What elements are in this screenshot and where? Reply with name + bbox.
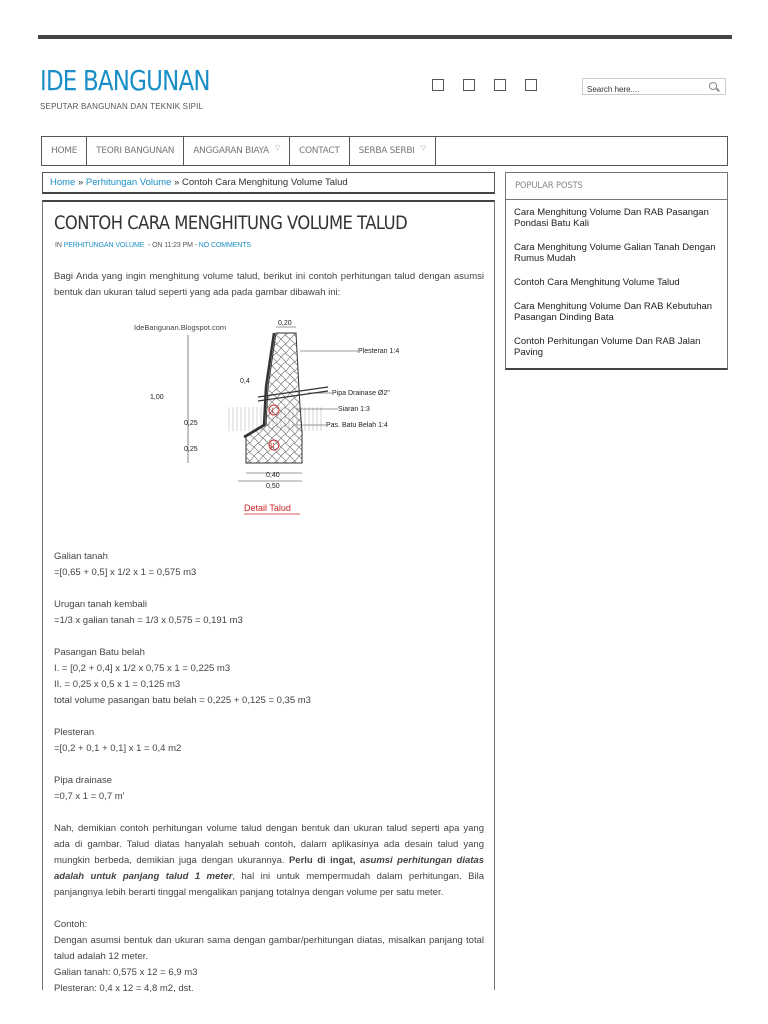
popular-post-link[interactable]: Contoh Perhitungan Volume Dan RAB Jalan Paving xyxy=(514,336,701,358)
figure-caption: Detail Talud xyxy=(244,503,291,513)
breadcrumb xyxy=(42,172,495,194)
nav-item-anggaran-biaya[interactable] xyxy=(184,137,290,165)
closing-paragraph xyxy=(54,821,484,901)
label-pipa: Pipa Drainase Ø2" xyxy=(332,390,390,397)
search-input[interactable] xyxy=(583,82,701,97)
breadcrumb-separator: » xyxy=(171,177,183,188)
closing-bold: Perlu di ingat, xyxy=(288,855,360,866)
search-box xyxy=(582,78,726,95)
label-base-2: 0,50 xyxy=(266,483,280,490)
nav-item-label: HOME xyxy=(51,146,78,156)
nav-item-label: ANGGARAN BIAYA xyxy=(193,146,269,156)
post-meta xyxy=(55,242,251,249)
galian-formula: =[0,65 + 0,5] x 1/2 x 1 = 0,575 m3 xyxy=(54,567,197,578)
widget-divider xyxy=(506,199,727,200)
popular-posts-widget xyxy=(505,172,728,370)
label-batu: Pas. Batu Belah 1:4 xyxy=(326,422,388,429)
plesteran-title: Plesteran xyxy=(54,727,95,738)
nav-item-label: TEORI BANGUNAN xyxy=(96,146,175,156)
popular-post-link[interactable]: Cara Menghitung Volume Dan RAB Pasangan Pondasi Batu Kali xyxy=(514,207,709,229)
chevron-down-icon: ▽ xyxy=(274,144,280,152)
top-bar xyxy=(38,35,732,39)
label-plester: Plesteran 1:4 xyxy=(358,348,400,355)
zone-label-2: II xyxy=(270,442,275,450)
label-base-1: 0,40 xyxy=(266,472,280,479)
label-slope: 0,4 xyxy=(240,378,250,385)
contoh-plesteran: Plesteran: 0,4 x 12 = 4,8 m2, dst. xyxy=(54,983,194,994)
label-height: 1,00 xyxy=(150,394,164,401)
site-title[interactable]: IDE BANGUNAN xyxy=(40,64,210,97)
breadcrumb-current: Contoh Cara Menghitung Volume Talud xyxy=(182,177,348,188)
galian-title: Galian tanah xyxy=(54,551,108,562)
plesteran-formula: =[0,2 + 0,1 + 0,1] x 1 = 0,4 m2 xyxy=(54,743,182,754)
contoh-title: Contoh: xyxy=(54,919,88,930)
closing-text-b: , hal ini untuk mempermudah dalam perhitungan. Bila panjangnya lebih berarti tinggal mengalikan panjang totalnya dengan volume per satu meter. xyxy=(54,871,484,898)
site-description: SEPUTAR BANGUNAN DAN TEKNIK SIPIL xyxy=(40,102,204,111)
facebook-icon[interactable] xyxy=(432,79,444,91)
search-icon[interactable] xyxy=(709,82,717,90)
breadcrumb-category-link[interactable]: Perhitungan Volume xyxy=(85,177,172,188)
social-icons xyxy=(432,79,537,91)
pipa-formula: =0,7 x 1 = 0,7 m' xyxy=(54,791,125,802)
meta-in: IN xyxy=(55,242,64,249)
intro-paragraph: Bagi Anda yang ingin menghitung volume talud, berikut ini contoh perhitungan talud dengan asumsi bentuk dan ukuran talud seperti yang ada pada gambar dibawah ini: xyxy=(54,271,484,298)
popular-post-link[interactable]: Cara Menghitung Volume Dan RAB Kebutuhan Pasangan Dinding Bata xyxy=(514,301,713,323)
nav-item-serba-serbi[interactable] xyxy=(350,137,436,165)
popular-posts-list xyxy=(514,207,722,371)
widget-title: POPULAR POSTS xyxy=(515,181,583,191)
galian-section xyxy=(54,549,484,581)
contoh-section xyxy=(54,917,484,997)
figure-watermark: IdeBangunan.Blogspot.com xyxy=(134,323,227,332)
popular-post-link[interactable]: Contoh Cara Menghitung Volume Talud xyxy=(514,277,680,288)
pasangan-section xyxy=(54,645,484,709)
pipa-title: Pipa drainase xyxy=(54,775,113,786)
main-nav xyxy=(41,136,728,166)
urugan-section xyxy=(54,597,484,629)
twitter-icon[interactable] xyxy=(463,79,475,91)
chevron-down-icon: ▽ xyxy=(420,144,426,152)
breadcrumb-separator: » xyxy=(75,177,86,188)
nav-item-home[interactable] xyxy=(42,137,87,165)
talud-figure xyxy=(128,317,410,529)
pasangan-line-1: I. = [0,2 + 0,4] x 1/2 x 0,75 x 1 = 0,225 m3 xyxy=(54,663,231,674)
pipa-section xyxy=(54,773,484,805)
popular-post-link[interactable]: Cara Menghitung Volume Galian Tanah Dengan Rumus Mudah xyxy=(514,242,716,264)
contoh-text: Dengan asumsi bentuk dan ukuran sama dengan gambar/perhitungan diatas, misalkan panjang total talud adalah 12 meter. xyxy=(54,935,484,962)
closing-emphasis: asumsi perhitungan diatas adalah untuk panjang talud 1 meter xyxy=(54,855,484,882)
label-siaran: Siaran 1:3 xyxy=(338,406,370,413)
pasangan-line-2: II. = 0,25 x 0,5 x 1 = 0,125 m3 xyxy=(54,679,181,690)
nav-item-contact[interactable] xyxy=(290,137,350,165)
post-article xyxy=(42,200,495,994)
urugan-formula: =1/3 x galian tanah = 1/3 x 0,575 = 0,191 m3 xyxy=(54,615,243,626)
nav-item-label: CONTACT xyxy=(298,146,340,156)
meta-category-link[interactable]: PERHITUNGAN VOLUME xyxy=(63,242,145,249)
label-dim-2: 0,25 xyxy=(184,446,198,453)
meta-comments-link[interactable]: NO COMMENTS xyxy=(198,242,251,249)
rss-icon[interactable] xyxy=(525,79,537,91)
breadcrumb-home-link[interactable]: Home xyxy=(50,177,76,188)
label-top-width: 0,20 xyxy=(278,320,292,327)
pasangan-total: total volume pasangan batu belah = 0,225 + 0,125 = 0,35 m3 xyxy=(54,695,311,706)
nav-item-teori-bangunan[interactable] xyxy=(87,137,184,165)
contoh-galian: Galian tanah: 0,575 x 12 = 6,9 m3 xyxy=(54,967,198,978)
meta-time: - ON 11:23 PM - xyxy=(144,242,199,249)
google-plus-icon[interactable] xyxy=(494,79,506,91)
post-content xyxy=(54,269,484,1013)
zone-label-1: I xyxy=(271,407,274,415)
talud-diagram-image xyxy=(128,317,410,529)
post-title: CONTOH CARA MENGHITUNG VOLUME TALUD xyxy=(54,212,408,234)
pasangan-title: Pasangan Batu belah xyxy=(54,647,145,658)
nav-item-label: SERBA SERBI xyxy=(358,146,415,156)
plesteran-section xyxy=(54,725,484,757)
label-dim-1: 0,25 xyxy=(184,420,198,427)
urugan-title: Urugan tanah kembali xyxy=(54,599,147,610)
closing-text-a: Nah, demikian contoh perhitungan volume talud dengan bentuk dan ukuran talud seperti apa yang ada di gambar. Talud diatas hanyalah sebuah contoh, dalam aplikasinya ada desain talud yang mungkin berbeda, demikian juga dengan ukurannya. xyxy=(54,823,484,866)
